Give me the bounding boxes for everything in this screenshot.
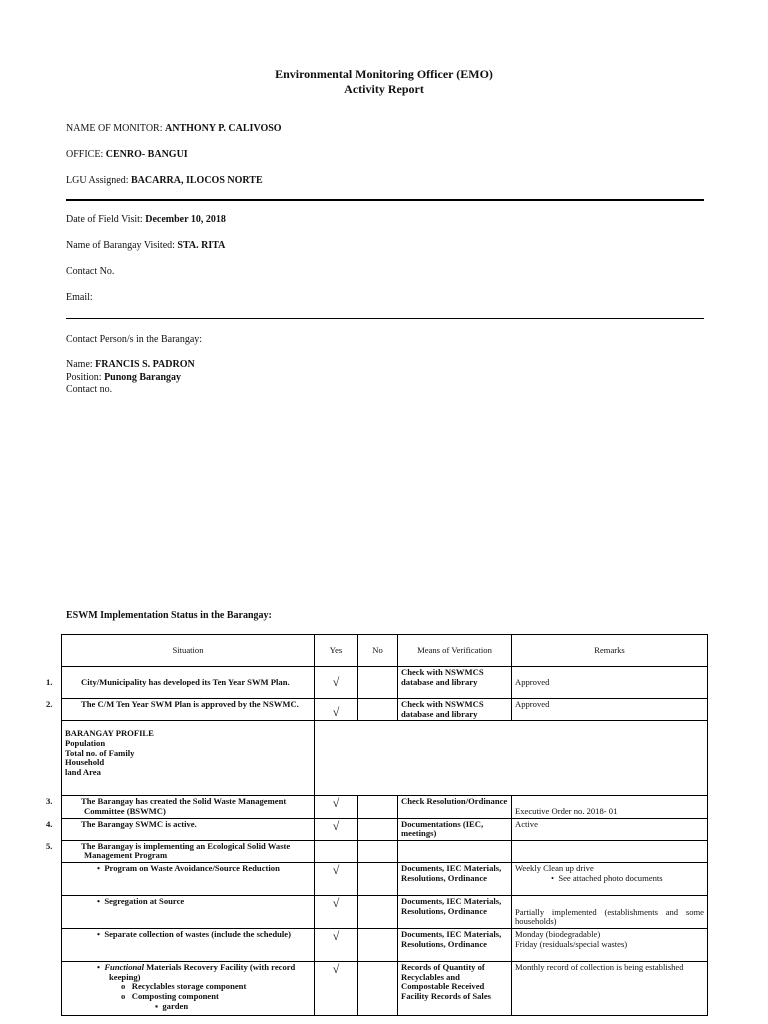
situation-cell: 1. City/Municipality has developed its Ten Year SWM Plan.	[62, 667, 315, 699]
no-cell	[358, 699, 398, 721]
contact-position-line	[66, 372, 181, 383]
report-subtitle: Activity Report	[344, 82, 424, 96]
yes-check: √	[315, 818, 358, 840]
table-row-barangay-profile	[62, 721, 708, 796]
contact-name-label: Name:	[66, 359, 93, 370]
remarks-cell: Partially implemented (establishments and some households)	[512, 896, 708, 929]
visit-date-label: Date of Field Visit:	[66, 214, 143, 225]
remarks-cell: Executive Order no. 2018- 01	[512, 796, 708, 818]
table-row	[62, 699, 708, 721]
mov-cell: Documents, IEC Materials, Resolutions, Ordinance	[398, 863, 512, 896]
mov-cell: Documents, IEC Materials, Resolutions, Ordinance	[398, 929, 512, 962]
contact-position-value: Punong Barangay	[104, 372, 182, 383]
office-value: CENRO- BANGUI	[105, 149, 188, 160]
barangay-profile-cell: BARANGAY PROFILE Population Total no. of Family Household land Area	[62, 721, 315, 796]
no-cell	[358, 840, 398, 862]
yes-cell	[315, 840, 358, 862]
yes-check: √	[315, 962, 358, 1016]
no-cell	[358, 863, 398, 896]
mov-cell: Check with NSWMCS database and library	[398, 699, 512, 721]
lgu-label: LGU Assigned:	[66, 175, 129, 186]
situation-cell: 4. The Barangay SWMC is active.	[62, 818, 315, 840]
yes-check: √	[315, 796, 358, 818]
yes-check: √	[315, 929, 358, 962]
yes-check: √	[315, 896, 358, 929]
mov-cell: Documentations (IEC, meetings)	[398, 818, 512, 840]
col-means-of-verification: Means of Verification	[398, 635, 512, 667]
situation-cell: 2. The C/M Ten Year SWM Plan is approved by the NSWMC.	[62, 699, 315, 721]
remarks-cell: Monthly record of collection is being established	[512, 962, 708, 1016]
yes-check: √	[315, 699, 358, 721]
contact-person-no-label: Contact no.	[66, 384, 113, 395]
contact-name-value: FRANCIS S. PADRON	[95, 359, 195, 370]
table-row	[62, 796, 708, 818]
email-label: Email:	[66, 292, 93, 303]
lgu-line	[66, 175, 263, 186]
situation-cell: • Segregation at Source	[62, 896, 315, 929]
remarks-cell	[512, 840, 708, 862]
table-row	[62, 929, 708, 962]
situation-cell: 5. The Barangay is implementing an Ecological Solid Waste Management Program	[62, 840, 315, 862]
barangay-value: STA. RITA	[177, 240, 226, 251]
mov-cell: Check with NSWMCS database and library	[398, 667, 512, 699]
visit-date-line	[66, 214, 226, 225]
remarks-cell: Active	[512, 818, 708, 840]
table-header-row	[62, 635, 708, 667]
col-remarks: Remarks	[512, 635, 708, 667]
mov-cell: Documents, IEC Materials, Resolutions, Ordinance	[398, 896, 512, 929]
mov-cell: Records of Quantity of Recyclables and Compostable Received Facility Records of Sales	[398, 962, 512, 1016]
barangay-label: Name of Barangay Visited:	[66, 240, 175, 251]
barangay-line	[66, 240, 225, 251]
no-cell	[358, 962, 398, 1016]
yes-check: √	[315, 863, 358, 896]
col-yes: Yes	[315, 635, 358, 667]
mov-cell	[398, 840, 512, 862]
contact-no-label: Contact No.	[66, 266, 115, 277]
table-row	[62, 863, 708, 896]
situation-cell: • Program on Waste Avoidance/Source Reduction	[62, 863, 315, 896]
table-row	[62, 818, 708, 840]
remarks-cell: Monday (biodegradable) Friday (residuals/special wastes)	[512, 929, 708, 962]
remarks-cell: Approved	[512, 699, 708, 721]
table-row	[62, 840, 708, 862]
visit-date-value: December 10, 2018	[145, 214, 226, 225]
no-cell	[358, 796, 398, 818]
monitor-name-value: ANTHONY P. CALIVOSO	[165, 123, 282, 134]
office-label: OFFICE:	[66, 149, 104, 160]
no-cell	[358, 667, 398, 699]
eswm-heading: ESWM Implementation Status in the Barangay:	[66, 610, 272, 621]
remarks-cell: Weekly Clean up drive • See attached photo documents	[512, 863, 708, 896]
table-row	[62, 667, 708, 699]
situation-cell: 3. The Barangay has created the Solid Waste Management Committee (BSWMC)	[62, 796, 315, 818]
col-situation: Situation	[62, 635, 315, 667]
remarks-cell: Approved	[512, 667, 708, 699]
eswm-status-table	[46, 634, 708, 1016]
contact-name-line	[66, 359, 195, 370]
barangay-profile-values	[315, 721, 708, 796]
contact-person-heading: Contact Person/s in the Barangay:	[66, 334, 203, 345]
col-no: No	[358, 635, 398, 667]
office-line	[66, 149, 188, 160]
yes-check: √	[315, 667, 358, 699]
table-row	[62, 896, 708, 929]
no-cell	[358, 929, 398, 962]
monitor-name-line	[66, 123, 282, 134]
divider-thick	[66, 199, 704, 201]
report-title: Environmental Monitoring Officer (EMO)	[275, 67, 493, 81]
situation-cell: • Functional Materials Recovery Facility (with record keeping) o Recyclables storage component o Composting component ▪ garden	[62, 962, 315, 1016]
lgu-value: BACARRA, ILOCOS NORTE	[131, 175, 263, 186]
contact-position-label: Position:	[66, 372, 102, 383]
situation-cell: • Separate collection of wastes (include the schedule)	[62, 929, 315, 962]
no-cell	[358, 896, 398, 929]
divider-thin	[66, 318, 704, 319]
table-row	[62, 962, 708, 1016]
no-cell	[358, 818, 398, 840]
mov-cell: Check Resolution/Ordinance	[398, 796, 512, 818]
monitor-name-label: NAME OF MONITOR:	[66, 123, 163, 134]
